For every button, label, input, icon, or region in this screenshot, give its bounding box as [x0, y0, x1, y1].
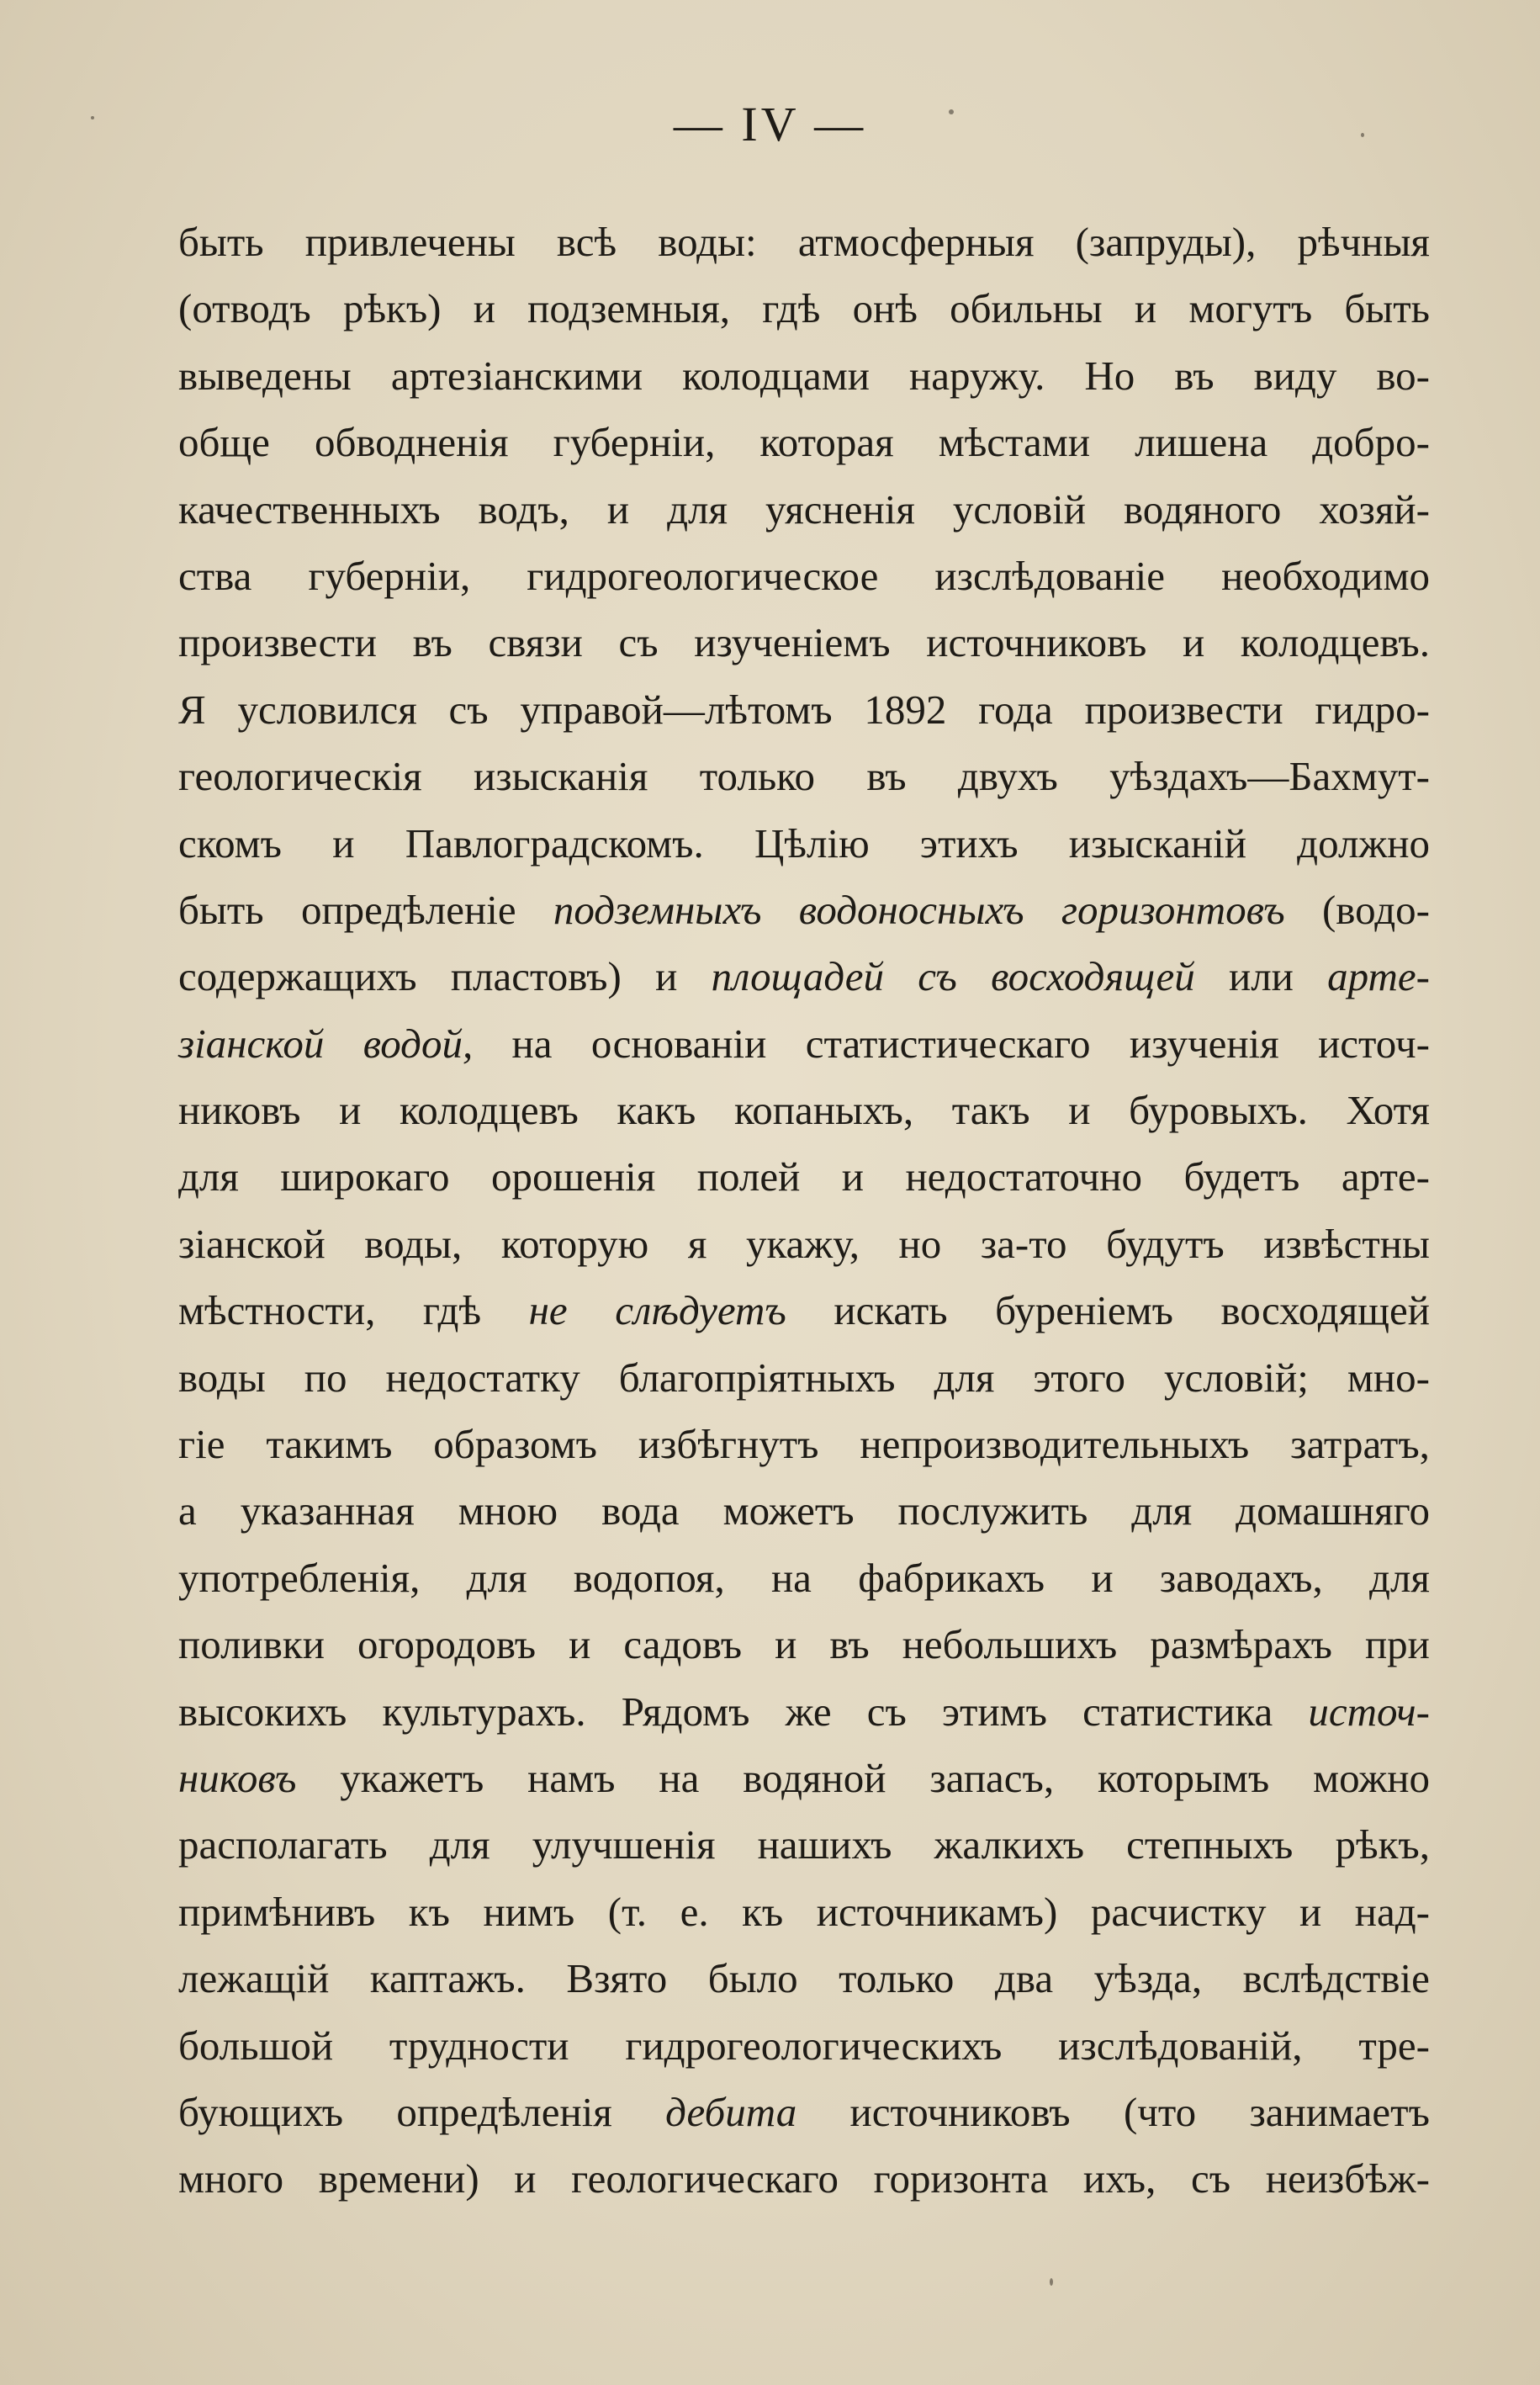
word: размѣрахъ — [1150, 1621, 1332, 1668]
word: для — [466, 1554, 527, 1601]
word: источ- — [1318, 1020, 1430, 1067]
word: два — [994, 1955, 1054, 2002]
word: съ — [918, 953, 957, 1000]
word: произвести — [1084, 686, 1283, 733]
word: съ — [448, 686, 489, 733]
word: губерніи, — [308, 552, 471, 599]
word: вода — [601, 1487, 680, 1534]
word: зіанской — [178, 1220, 325, 1267]
paper-speck — [949, 109, 954, 114]
word: занимаетъ — [1249, 2088, 1430, 2135]
word: мно- — [1347, 1354, 1430, 1401]
word: трудности — [389, 2022, 569, 2069]
word: такъ — [951, 1087, 1030, 1134]
text-line — [178, 1477, 1430, 1544]
word: условій — [952, 485, 1087, 533]
text-line — [178, 2079, 1430, 2145]
word: только — [699, 753, 815, 800]
text-line — [178, 1277, 1430, 1344]
word: никовъ — [178, 1754, 297, 1801]
word: изученіемъ — [694, 619, 891, 666]
text-line — [178, 1611, 1430, 1677]
word: въ — [1174, 352, 1215, 399]
text-line — [178, 209, 1430, 275]
word: примѣнивъ — [178, 1888, 376, 1935]
word: ихъ, — [1082, 2155, 1156, 2202]
word: воды, — [364, 1220, 463, 1267]
text-line — [178, 1411, 1430, 1477]
word: Но — [1084, 352, 1135, 399]
word: (т. — [607, 1888, 648, 1935]
word: водопоя, — [573, 1554, 725, 1601]
word: статистика — [1082, 1688, 1273, 1735]
word: запасъ, — [929, 1754, 1055, 1801]
word: уѣздахъ—Бахмут- — [1109, 753, 1430, 800]
word: для — [178, 1153, 239, 1200]
word: или — [1228, 953, 1294, 1000]
word: недостаточно — [905, 1153, 1143, 1200]
word: Я — [178, 686, 206, 733]
word: произвести — [178, 619, 378, 666]
text-line — [178, 1077, 1430, 1143]
word: же — [785, 1688, 832, 1735]
word: только — [839, 1955, 955, 2002]
word: водой, — [363, 1020, 474, 1067]
word: и — [514, 2155, 537, 2202]
word: изысканій — [1068, 819, 1246, 867]
word: и — [1183, 619, 1205, 666]
word: нимъ — [483, 1888, 575, 1935]
page-number: — IV — — [673, 97, 867, 151]
word: укажетъ — [340, 1754, 484, 1801]
text-line — [178, 1211, 1430, 1277]
word: домашняго — [1236, 1487, 1430, 1534]
word: привлечены — [304, 219, 516, 265]
word: колодцами — [682, 352, 871, 399]
word: дебита — [665, 2088, 797, 2135]
word: Рядомъ — [621, 1688, 750, 1735]
word: добро- — [1312, 419, 1430, 466]
word: воды: — [658, 219, 757, 265]
word: площадей — [711, 953, 884, 1000]
text-line — [178, 2012, 1430, 2079]
word: неизбѣж- — [1265, 2155, 1430, 2202]
word: ства — [178, 552, 252, 599]
text-line — [178, 409, 1430, 475]
word: обводненія — [314, 419, 509, 466]
text-line — [178, 543, 1430, 609]
word: для — [1369, 1554, 1430, 1601]
word: опредѣленіе — [300, 886, 516, 933]
word: въ — [829, 1621, 870, 1668]
word: атмосферныя — [797, 219, 1035, 265]
text-line — [178, 1811, 1430, 1878]
word: которую — [500, 1220, 649, 1267]
word: нашихъ — [757, 1821, 892, 1868]
word: рѣкъ) — [342, 285, 442, 332]
word: подземныхъ — [553, 886, 762, 933]
word: образомъ — [433, 1421, 597, 1468]
word: каптажъ. — [369, 1955, 526, 2002]
word: рѣчныя — [1297, 219, 1430, 265]
word: быть — [1344, 285, 1430, 332]
word: и — [606, 485, 630, 533]
word: могутъ — [1188, 285, 1313, 332]
word: но — [898, 1220, 942, 1267]
word: и — [1134, 285, 1157, 332]
word: къ — [408, 1888, 450, 1935]
word: которымъ — [1098, 1754, 1270, 1801]
word: по — [304, 1354, 347, 1401]
word: вслѣдствіе — [1242, 1955, 1430, 2002]
word: широкаго — [280, 1153, 450, 1200]
word: бующихъ — [178, 2088, 344, 2135]
word: мѣстами — [938, 419, 1091, 466]
text-line — [178, 2145, 1430, 2212]
word: въ — [412, 619, 452, 666]
word: источ- — [1308, 1688, 1430, 1735]
word: затратъ, — [1290, 1421, 1430, 1468]
word: за-то — [980, 1220, 1067, 1267]
word: во- — [1376, 352, 1430, 399]
word: расчистку — [1090, 1888, 1267, 1935]
word: Хотя — [1346, 1087, 1430, 1134]
word: тре- — [1358, 2022, 1430, 2069]
word: условій; — [1164, 1354, 1309, 1401]
word: лежащій — [178, 1955, 330, 2002]
word: на — [770, 1554, 812, 1601]
paper-speck — [91, 116, 94, 119]
word: управой—лѣтомъ — [520, 686, 833, 733]
word: послужить — [897, 1487, 1088, 1534]
word: колодцевъ — [399, 1087, 579, 1134]
word: лишена — [1135, 419, 1268, 466]
word: колодцевъ. — [1240, 619, 1430, 666]
word: мѣстности, — [178, 1287, 376, 1334]
word: гіе — [178, 1421, 225, 1468]
word: мною — [458, 1487, 558, 1534]
word: и — [1091, 1554, 1114, 1601]
word: и — [841, 1153, 864, 1200]
word: подземныя, — [527, 285, 731, 332]
word: для — [934, 1354, 995, 1401]
word: будетъ — [1183, 1153, 1300, 1200]
word: воды — [178, 1354, 266, 1401]
word: указанная — [240, 1487, 415, 1534]
word: (отводъ — [178, 285, 311, 332]
word: гидро- — [1315, 686, 1430, 733]
word: (запруды), — [1075, 219, 1257, 265]
word: и — [339, 1087, 362, 1134]
word: пластовъ) — [450, 953, 622, 1000]
text-line — [178, 877, 1430, 943]
text-line — [178, 609, 1430, 676]
word: и — [569, 1621, 591, 1668]
word: (водо- — [1321, 886, 1430, 933]
word: всѣ — [556, 219, 617, 265]
word: укажу, — [745, 1220, 860, 1267]
text-line — [178, 1678, 1430, 1745]
word: можно — [1313, 1754, 1430, 1801]
word: избѣгнутъ — [638, 1421, 819, 1468]
word: арте- — [1327, 953, 1430, 1000]
word: гдѣ — [762, 285, 821, 332]
word: съ — [1191, 2155, 1231, 2202]
word: такимъ — [266, 1421, 393, 1468]
word: изученія — [1129, 1020, 1279, 1067]
word: артезіанскими — [390, 352, 643, 399]
word: буровыхъ. — [1129, 1087, 1308, 1134]
text-line — [178, 1545, 1430, 1611]
word: Цѣлію — [754, 819, 870, 867]
word: благопріятныхъ — [618, 1354, 896, 1401]
word: восходящей — [1220, 1287, 1430, 1334]
word: источниковъ — [926, 619, 1147, 666]
word: двухъ — [957, 753, 1058, 800]
word: и — [1068, 1087, 1091, 1134]
word: статистическаго — [805, 1020, 1091, 1067]
text-line — [178, 943, 1430, 1010]
word: въ — [866, 753, 907, 800]
word: водяной — [743, 1754, 886, 1801]
paper-speck — [1361, 133, 1364, 137]
word: восходящей — [991, 953, 1195, 1000]
text-line — [178, 342, 1430, 409]
word: на — [511, 1020, 553, 1067]
word: Павлоградскомъ. — [405, 819, 704, 867]
word: гидрогеологическихъ — [625, 2022, 1003, 2069]
word: горизонтовъ — [1061, 886, 1285, 933]
word: изысканія — [473, 753, 648, 800]
word: слѣдуетъ — [615, 1287, 786, 1334]
word: огородовъ — [357, 1621, 537, 1668]
word: должно — [1297, 819, 1430, 867]
text-line — [178, 1745, 1430, 1811]
word: обильны — [950, 285, 1103, 332]
text-line — [178, 1945, 1430, 2011]
word: садовъ — [623, 1621, 743, 1668]
word: на — [659, 1754, 700, 1801]
word: скомъ — [178, 819, 282, 867]
word: степныхъ — [1126, 1821, 1294, 1868]
word: выведены — [178, 352, 352, 399]
word: основаніи — [590, 1020, 767, 1067]
word: рѣкъ, — [1335, 1821, 1430, 1868]
word: гдѣ — [422, 1287, 482, 1334]
word: изслѣдованіе — [934, 552, 1166, 599]
text-line — [178, 1344, 1430, 1411]
word: уѣзда, — [1093, 1955, 1203, 2002]
word: и — [775, 1621, 797, 1668]
word: и — [655, 953, 678, 1000]
word: съ — [618, 619, 659, 666]
word: арте- — [1341, 1153, 1430, 1200]
word: (что — [1123, 2088, 1197, 2135]
word: для — [1131, 1487, 1193, 1534]
word: этимъ — [942, 1688, 1048, 1735]
text-line — [178, 810, 1430, 877]
word: водъ, — [478, 485, 569, 533]
word: культурахъ. — [382, 1688, 586, 1735]
word: будутъ — [1106, 1220, 1225, 1267]
word: условился — [237, 686, 417, 733]
word: копаныхъ, — [733, 1087, 914, 1134]
word: над- — [1354, 1888, 1430, 1935]
word: водоносныхъ — [798, 886, 1024, 933]
word: располагать — [178, 1821, 388, 1868]
word: фабрикахъ — [858, 1554, 1045, 1601]
word: которая — [759, 419, 894, 466]
word: и — [1299, 1888, 1322, 1935]
word: для — [667, 485, 728, 533]
word: для — [429, 1821, 490, 1868]
word: поливки — [178, 1621, 325, 1668]
word: заводахъ, — [1159, 1554, 1323, 1601]
word: времени) — [318, 2155, 479, 2202]
word: къ — [742, 1888, 784, 1935]
text-line — [178, 676, 1430, 743]
word: какъ — [617, 1087, 696, 1134]
word: зіанской — [178, 1020, 325, 1067]
word: е. — [680, 1888, 709, 1935]
word: намъ — [527, 1754, 616, 1801]
word: буреніемъ — [995, 1287, 1173, 1334]
text-line — [178, 476, 1430, 543]
word: горизонта — [873, 2155, 1049, 2202]
word: этого — [1033, 1354, 1126, 1401]
word: хозяй- — [1319, 485, 1430, 533]
word: источникамъ) — [816, 1888, 1058, 1935]
text-line — [178, 1143, 1430, 1210]
word: 1892 — [864, 686, 947, 733]
word: и — [473, 285, 495, 332]
word: изслѣдованій, — [1058, 2022, 1303, 2069]
text-line — [178, 275, 1430, 342]
word: недостатку — [385, 1354, 580, 1401]
word: было — [707, 1955, 798, 2002]
word: никовъ — [178, 1087, 301, 1134]
word: при — [1364, 1621, 1430, 1668]
text-line — [178, 1010, 1430, 1077]
word: орошенія — [490, 1153, 656, 1200]
text-line — [178, 1879, 1430, 1945]
word: содержащихъ — [178, 953, 417, 1000]
text-line — [178, 743, 1430, 809]
word: связи — [488, 619, 583, 666]
word: а — [178, 1487, 197, 1534]
word: улучшенія — [532, 1821, 716, 1868]
word: высокихъ — [178, 1688, 347, 1735]
word: быть — [178, 886, 264, 933]
word: извѣстны — [1263, 1220, 1430, 1267]
word: опредѣленія — [396, 2088, 612, 2135]
word: уясненія — [765, 485, 915, 533]
word: жалкихъ — [934, 1821, 1085, 1868]
word: съ — [866, 1688, 907, 1735]
word: небольшихъ — [902, 1621, 1118, 1668]
paper-speck — [1050, 2278, 1053, 2286]
word: водяного — [1123, 485, 1282, 533]
word: не — [528, 1287, 568, 1334]
word: этихъ — [919, 819, 1019, 867]
word: полей — [696, 1153, 801, 1200]
word: необходимо — [1221, 552, 1430, 599]
word: большой — [178, 2022, 334, 2069]
word: виду — [1253, 352, 1337, 399]
word: можетъ — [722, 1487, 855, 1534]
word: гидрогеологическое — [527, 552, 879, 599]
body-text — [178, 209, 1430, 2213]
word: наружу. — [909, 352, 1045, 399]
word: геологическія — [178, 753, 422, 800]
word: обще — [178, 419, 270, 466]
word: много — [178, 2155, 284, 2202]
word: Взято — [566, 1955, 668, 2002]
word: года — [978, 686, 1053, 733]
word: источниковъ — [849, 2088, 1071, 2135]
word: качественныхъ — [178, 485, 441, 533]
word: губерніи, — [553, 419, 716, 466]
word: онѣ — [852, 285, 918, 332]
word: и — [332, 819, 355, 867]
word: я — [687, 1220, 707, 1267]
word: употребленія, — [178, 1554, 421, 1601]
word: быть — [178, 219, 264, 265]
word: непроизводительныхъ — [860, 1421, 1250, 1468]
word: искать — [834, 1287, 948, 1334]
word: геологическаго — [571, 2155, 839, 2202]
